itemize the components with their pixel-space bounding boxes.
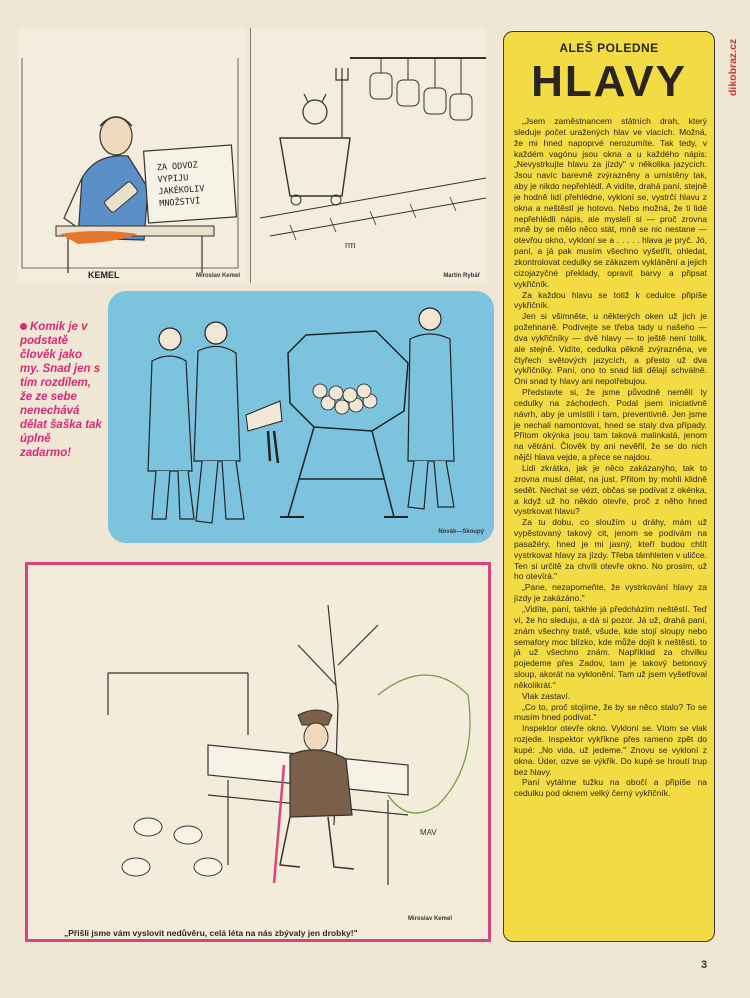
side-quote-text: Komik je v podstatě člověk jako my. Snad jen s tím rozdílem, že ze sebe nenechává dělat šaška tak úplně zadarmo! [20, 321, 102, 459]
sign-line-3: JAKÉKOLIV [158, 184, 205, 198]
cartoon-devil-cart [250, 28, 486, 283]
cartoon-4-drawing [28, 565, 488, 910]
article-paragraph: Představte si, že jsme původně nemělí ty cedulky na záchodech. Podal jsem iniciativně návrh, aby je umístili i tam, preventivně. Jen jsme je nechali namontovat, hned se staly dva případy. Přitom okýnka jsou tam taková malinkatá, jenom na větrání. Člověk by ani nevěřil, že se do nich nějčí hlava vejde, a přece se najdou. [514, 387, 707, 463]
bullet-dot-icon [20, 323, 27, 330]
article-box [503, 31, 715, 942]
cartoon-4-author: Miroslav Kemel [407, 916, 452, 922]
article-paragraph: Lidi zkrátka, jak je něco zakázanýho, tak to zrovna musí dělat, na just. Přitom by mohli klidně sedět. Nechat se vézt, občas se podívat z okénka, a když už ho někdo otevře, proč z něho hned vystrkovat hlavu? [514, 463, 707, 517]
sign-line-1: ZA ODVOZ [156, 160, 199, 174]
sign-line-2: VYPIJU [157, 173, 189, 186]
article-paragraph: Paní vytáhne tužku na obočí a připíše na cedulku pod oknem velký černý vykřičník. [514, 777, 707, 799]
cartoon-4-quote: „Přišli jsme vám vyslovit nedůvěru, celá léta na nás zbývaly jen drobky!" [64, 928, 358, 938]
article-body [514, 116, 707, 799]
cartoon-bottle-drinker [18, 28, 246, 283]
cartoon-2-author: Martin Rybář [443, 273, 480, 279]
article-paragraph: Jen si všimněte, u některých oken už jich je požehnaně. Podívejte se třeba tady u našeho — dva vykřičníky — dvě hlavy — to ještě není tolik, ale stejně. Vidíte, cedulka pěkně zvýrazněna, ve čtyřech světových jazycích, a přesto už dva vykřičníky. Paní, ono to snad lidi dělají schválně. Oni snad ty hlavy ani nepotřebujou. [514, 311, 707, 387]
page-number: 3 [701, 959, 708, 971]
cartoon-lottery-drum [108, 291, 494, 543]
article-paragraph: „Co to, proč stojíme, že by se něco stalo? To se musím hned podívat." [514, 701, 707, 723]
article-paragraph: Vlak zastaví. [522, 690, 571, 701]
watermark: dikobraz.cz [727, 38, 739, 96]
cartoon-pigeons-bench [25, 562, 491, 942]
sign-line-4: MNOŽSTVÍ [158, 196, 201, 210]
cartoon-1-signature: KEMEL [88, 270, 120, 280]
cartoon-2-signature: rm [345, 240, 356, 250]
article-paragraph: Za tu dobu, co sloužím u dráhy, mám už vypěstovaný takový cit, jenom se podívám na pasažéry, hned je mi jasný, kteří budou chtít vystrkovat hlavy za jízdy. Třeba támhleten v uličce. Ten si určitě za chvíli otevře okno. No prosím, už ho otevírá." [514, 517, 707, 582]
cartoon-3-drawing [108, 291, 494, 543]
article-paragraph: „Vidíte, paní, takhle já předcházím neštěstí. Teď ví, že ho sleduju, a dá si pozor. Já už, drahá paní, znám všechny tratě, všude, kde stojí sloupy nebo semafory moc blízko, kde může dojít k neštěstí, to já už všechno znám. Například za chvilku pojedeme přes Zadov, tam je takový betonový sloup, akorát na vyklonění. Tam už jsem vyšetřoval několikrát." [514, 603, 707, 690]
article-title: HLAVY [531, 57, 687, 106]
article-paragraph: „Jsem zaměstnancem státních drah, který sleduje počet uražených hlav ve vlacích. Možná, že mi hned napoprvé nerozumíte. Tak tedy, v každém vagónu jsou okna a u každého nápis: „Nevystrkujte hlavu za jízdy" v několika jazycích. Jsou navíc barevně zvýrazněny a umístěny tak, aby je nikdo nepřehlédl. A vidíte, drahá paní, stejně je hodně lidí přehlédne, vykloní se, vystrčí hlavu z okna a neštěstí je hotovo. Nebo možná, že ti lidé nepřehlédli nápis, ale myslelí si — proč zrovna mně by se mělo něco stát, mně se nic nestane — otevřou okno, vykloní se a . . . . . hlava je pryč. Jó, paní, a já pak musím všechno vyšetřit, ohledat, zkontrolovat cedulky se zákazem vyklánění a jejich cizojazyčné překlady, opravit barvy a připsat vykřičník. [514, 116, 707, 289]
article-paragraph: Za každou hlavu se totiž k cedulce připíše vykřičník. [514, 289, 707, 311]
cartoon-2-drawing [250, 28, 486, 283]
cartoon-1-drawing [18, 28, 246, 283]
cartoon-3-author: Novák—Skoupý [438, 529, 484, 535]
article-paragraph: „Pane, nezapomeňte, že vystrkování hlavy za jízdy je zakázáno." [514, 582, 707, 604]
article-author: ALEŠ POLEDNE [559, 41, 659, 55]
side-quote [20, 320, 104, 460]
cartoon-1-author: Miroslav Kemel [195, 273, 240, 279]
cartoon-4-signature: MAV [420, 828, 437, 837]
article-paragraph: Inspektor otevře okno. Vykloní se. Vtom se vlak rozjede. Inspektor vykřikne přes rameno zpět do kupé: „No vida, už jedeme." Znovu se vykloní z okna. Úder, ozve se výkřik. Do kupé se hroutí trup bez hlavy. [514, 723, 707, 777]
